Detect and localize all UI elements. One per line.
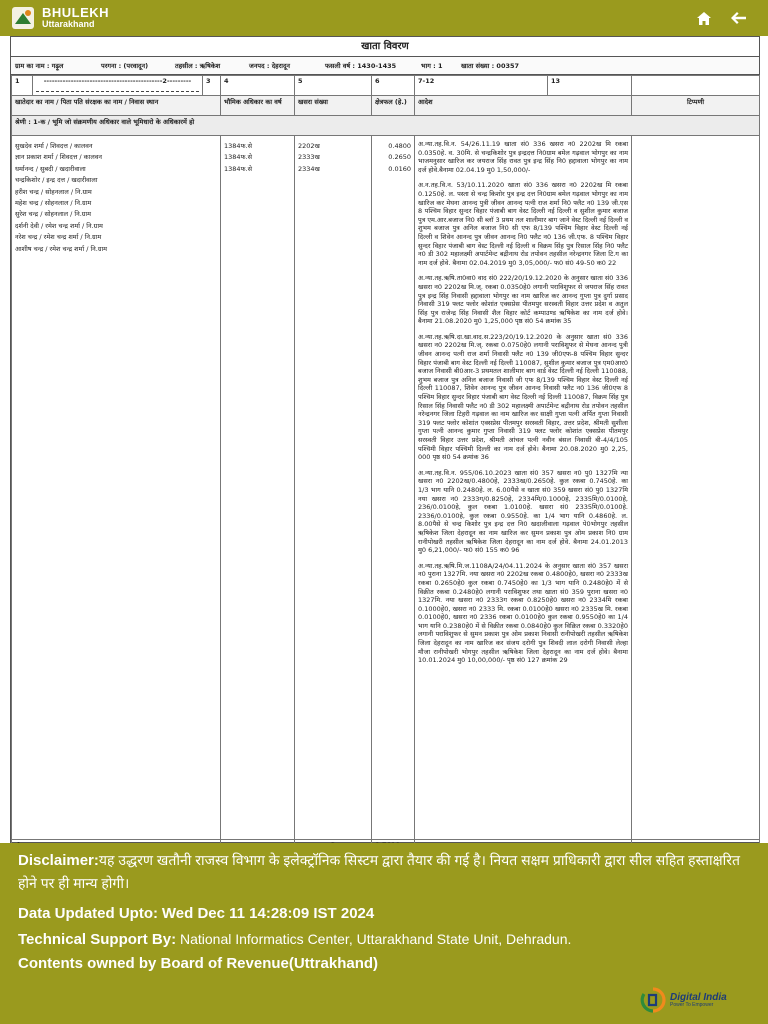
right-year: 1384फ.से	[224, 164, 253, 173]
category-row	[12, 116, 760, 136]
header-area: क्षेत्रफल (हे.)	[372, 96, 415, 116]
owner-list	[12, 136, 221, 840]
disclaimer-label: Disclaimer:	[18, 852, 99, 869]
area-value: 0.0160	[388, 164, 411, 173]
document-meta	[11, 57, 759, 75]
khasra-number: 2202ख	[298, 142, 320, 150]
khata-table	[11, 75, 760, 853]
column-number-row	[12, 76, 760, 96]
khasra-list	[295, 136, 372, 840]
col-num-5: 5	[295, 76, 372, 96]
meta-fasli: फसली वर्ष : 1430-1435	[325, 62, 397, 70]
owner-name: धर्मानन्द / सुबदी / खदारीवाला	[15, 164, 86, 173]
khasra-number: 2334ख	[298, 164, 320, 173]
support-label: Technical Support By:	[18, 931, 177, 948]
digital-india-logo	[640, 985, 750, 1015]
updated-label: Data Updated Upto:	[18, 905, 158, 922]
header-khasra: खसरा संख्या	[295, 96, 372, 116]
arrow-left-icon	[731, 12, 746, 24]
brand	[42, 6, 109, 29]
app-header	[0, 0, 768, 36]
owner-name: हरीश चन्द्र / सोहनलाल / नि.ग्राम	[15, 187, 92, 196]
meta-khata-no: खाता संख्या : 00357	[461, 62, 520, 70]
app-subtitle: Uttarakhand	[42, 19, 95, 30]
meta-pargana: परगना : (परवादून)	[101, 62, 149, 70]
remarks-cell	[632, 136, 760, 840]
col-num-1: 1	[12, 76, 33, 96]
header-owner: खातेदार का नाम / पिता पति संरक्षक का नाम / निवास स्थान	[12, 96, 221, 116]
col-num-6: 6	[372, 76, 415, 96]
owner-name: महेश चन्द्र / सोहनलाल / नि.ग्राम	[15, 199, 92, 208]
area-value: 0.2650	[388, 153, 411, 162]
header-order: आदेश	[415, 96, 632, 116]
order-entry: अ.न्या.तह.ऋषि.दा.खा.वाद.स.223/20/19.12.2020 के अनुसार खाता सं0 336 खसरा न0 2202ख मि.ज्. रकबा 0.0750हे0 लगानी पराविशुफर से मेघना आनन्द पुत्री जीवन आनन्द पत्नी राज शर्मा निवासी फ्लैट न0 139 जी0एफ-8 पश्चिम विहार सुन्दर विहार पंजाबी बाग वेस्ट दिल्ली नई दिल्ली 110087, सुशील कुमार बजाज पुत्र एम0आर0 बजाज निवासी बी0आर-3 प्रथमतल शालीमार बाग वार्ड वेस्ट दिल्ली नई दिल्ली 110088, शुभम बजाज पुत्र अनिल बजाज निवासी जी एफ 8/139 पश्चिम विहार वेस्ट दिल्ली नई दिल्ली 110087, शिवेन आनन्द पुत्र जीवन आनन्द निवासी फ्लैट न0 136 जी0एफ 8 पश्चिम विहार सुन्दर विहार पंजाबी बाग वेस्ट दिल्ली नई दिल्ली 110087, विक्रम सिंह पुत्र रिसाल सिंह निवासी फ्लैट न0 डी 302 महालक्ष्मी अपार्टमेन्ट बद्रीनाथ रोड तपोवन तहसील नरेन्द्रनगर जिला टिहरी गढ़वाल का नाम खारिज कर साक्षी गुप्ता पत्नी अर्पित गुप्ता निवासी 319 फ्लट फ्लोर कोशांत एक्सप्रेस पीतमपुर सरस्वती विहार, उत्तर प्रदेश, श्रीमती सुशीला गुप्ता पत्नी आनन्द कुमार गुप्ता निवासी 319 फ्लट फ्लोर कोशांत एक्सप्रेस पीतमपुर सरस्वती विहार उत्तर प्रदेश, श्रीमती आंचल पत्नी नवीन बंसल निवासी बी-4/4/105 पश्चिमी विहार पश्चिमी दिल्ली का नाम दर्ज होवे। बैनामा 20.08.2020 मु0 2,25, 000 पृष्ठ सं0 54 क्रमांक 36	[418, 332, 628, 462]
land-record-row	[12, 136, 760, 840]
updated-value: Wed Dec 11 14:28:09 IST 2024	[161, 905, 375, 922]
right-year: 1384फ.से	[224, 153, 253, 162]
owner-name: नरेश चन्द्र / रमेश चन्द्र शर्मा / नि.ग्राम	[15, 233, 102, 242]
data-updated	[18, 902, 750, 925]
order-entry: अ.न्या.तह.ऋषि.मि.ज.1108A/24/04.11.2024 के अनुसार खाता सं0 357 खसरा न0 पुराना 1327मि. नया खसरा न0 2202ख रकबा 0.4800हे0, खसरा न0 2333ख रकबा 0.2650हे0 कुल रकबा 0.7450हे0 का 1/3 भाग यानि 0.2480हे0 में से विक्रीत रकबा 0.2480हे0 लगानी पराविशुफर तथा खाता सं0 359 पुराना खसरा न0 1327मि. नया खसरा न0 2333ग रकबा 0.8250हे0 खसरा न0 2334मि रकबा 0.1000हे0, खसरा न0 2333 मि. रकबा 0.0100हे0 खसरा न0 2335ख मि. रकबा 0.0100हे0, खसरा न0 2336 रकबा 0.0100हे0 कुल रकबा 0.9550हे0 का 1/4 भाग यानि 0.2380हे0 में से विक्रीत रकबा 0.0840हे0 कुल विक्रित रकबा 0.3320हे0 लगानी पराविशुफर से सुमन प्रकाश पुत्र ओम प्रकाश निवासी रानीपोखरी तहसील ऋषिकेश जिला देहरादून का नाम खारिज कर संजय दरोगी पुत्र शिवदी लाल दरोगी निवासी लेल्हा मौजा रानीपोखरी भोगपुर तहसील ऋषिकेश जिला देहरादून का नाम दर्ज होवे। बैनामा 10.01.2024 मु0 10,00,000/- पृष्ठ सं0 127 क्रमांक 29	[418, 561, 628, 665]
order-entry: अ.न्या.तह.वि.न. 955/06.10.2023 खाता सं0 357 खसरा न0 पु0 1327मि न्या खसरा न0 2202ख/0.4800हे, 2333ख/0.2650हे. कुल रकबा 0.7450हे. का 1/3 भाग यानि 0.2480हे. ल. 6.00पैसे व खाता सं0 359 खसरा सं0 पु0 1327मि नया खसरा न0 2333ग/0.8250हे, 2334मि/0.1000हे, 2335मि/0.0100हे, 236/0.0100हे, कुल रकबा 1.0100हे. खसरा सं0 2335मि/0.0100हे. 2336/0.0100हे, कुल रकबा 0.9550हे. का 1/4 भाग यानि 0.4860हे. ल. 8.00पैसे से चन्द्र किशोर पुत्र इन्द्र दत्त नि0 खदालीवाला गढ़वाल पे0भोगपुर तहसील ऋषिकेश जिला देहरादून का नाम खारिज कर सुमन प्रकाश पुत्र ओम प्रकाश नि0 ग्राम रानीपोखरी तहसील ऋषिकेश जिला देहरादून का नाम दर्ज होवे. बैनामा 24.01.2013 मु0 6,21,000/- फ0 सं0 155 क0 96	[418, 468, 628, 555]
owner-name: सुरेश चन्द्र / सोहनलाल / नि.ग्राम	[15, 210, 91, 219]
meta-village: ग्राम का नाम : गढ़ूल	[15, 62, 64, 70]
order-entry: अ.न्या.तह.वि.न. 54/26.11.19 खाता सं0 336 खसरा न0 2202ख मि रकबा 0.0350हे. व. 30मि. से चन्द्रकिशोर पुत्र इन्द्रदत्त नि0ग्राम बमेल गढ़वाल भोगपुर का नाम भाजमनुसार खारिज कर जयराज सिंह रावत पुत्र इन्द्र सिंह नि0 हद्दावाला भोगपुर का नाम दर्ज होवे.बैनामा 02.04.19 मु0 1,50,000/-	[418, 140, 628, 174]
owner-name: चन्द्रकिशोर / इन्द्र दत्त / खदारीवाला	[15, 176, 98, 185]
column-header-row	[12, 96, 760, 116]
owner-name: सुखदेव शर्मा / शिवदत्त / कालवन	[15, 142, 93, 150]
support-value: National Informatics Center, Uttarakhand State Unit, Dehradun.	[179, 931, 572, 947]
owner-name: दर्शनी देवी / रमेश चन्द्र शर्मा / नि.ग्राम	[15, 221, 103, 230]
order-list	[415, 136, 632, 840]
col-num-2: --------------------------------------------2---------	[33, 76, 203, 96]
meta-tehsil: तहसील : ऋषिकेश	[175, 62, 221, 70]
contents-owner	[18, 952, 750, 975]
owner-name: ज्ञान प्रकाश शर्मा / शिवदत्त / कालवन	[15, 153, 102, 162]
home-icon	[697, 12, 711, 25]
meta-bhag: भाग : 1	[421, 62, 443, 70]
order-entry: अ.न.तह.वि.न. 53/10.11.2020 खाता सं0 336 खसरा न0 2202ख मि रकबा 0.1250हे. ल. पस्ता से चन्द्र किशोर पुत्र इन्द्र दत्त नि0ग्राम बमेल गढ़वाल भोगपुर का नाम खारिज कर मेघना आनन्द पुत्री जीवन आनन्द पत्नी राज शर्मा नि0 फ्लैट न0 139 जी.एस 8 पश्चिम विहार सुन्दर विहार पंजाबी बाग वेस्ट दिल्ली नई दिल्ली व सुशील कुमार बजाज पुत्र एम.आर.बजाज नि0 सी ब्लॉ 3 प्रथम तल शालीमार बाग जाने वेस्ट दिल्ली नई दिल्ली व शुभम बजाज पुत्र अनिल बजाज नि0 सी एफ 8/139 पश्चिम विहार वेस्ट दिल्ली नई दिल्ली व शिवेन आनन्द पुत्र जीवन आनन्द नि0 फ्लैट न0 136 जी.एफ. 8 पश्चिम विहार सुन्दर विहार पंजाबी बाग वेस्ट दिल्ली नई दिल्ली व विक्रम सिंह पुत्र रिसाल सिंह नि0 फ्लैट न0 डी 302 महालक्ष्मी अपार्टमेन्ट बद्रीनाथ रोड तपोवन तहसील नरेन्द्रनगर जिला टि.ग का नाम दर्ज होवे. बैनामा 02.04.2019 मु0 3,05,000/- फ0 सं0 49-50 क0 22	[418, 181, 628, 267]
header-remarks: टिप्पणी	[632, 96, 760, 116]
document-title: खाता विवरण	[11, 37, 759, 57]
col-num-8: 13	[548, 76, 632, 96]
disclaimer	[18, 847, 750, 894]
category-label: श्रेणी : 1-क / भूमि जो संक्रमणीय अधिकार वाले भूमिधारो के अधिकारमें हो	[12, 116, 760, 136]
owned-text: Contents owned by Board of Revenue(Uttrakhand)	[18, 955, 379, 972]
app-title: BHULEKH	[42, 5, 110, 21]
order-entry: अ.न्या.तह.ऋषि.ता0वा0 वाद सं0 222/20/19.12.2020 के अनुसार खाता सं0 336 खसरा न0 2202ख मि.ज्. रकबा 0.0350हे0 लगानी पराविशुफर से जयराज सिंह रावत पुत्र इन्द्र सिंह निवासी हद्दावाला भोगपुर का नाम खारिज कर आनन्द गुप्ता पुत्र दुर्गा प्रसाद निवासी 319 फ्लट फ्लोर कोशांत एक्सप्रेस पीतमपुर सरस्वती विहार उत्तर प्रदेश व अतुल सिंह पुत्र राजेन्द्र सिंह निवासी शैल विहार कोर्ट कम्पाउण्ड ऋषिकेश का नाम दर्ज होवे। बैनामा 21.08.2020 मु0 1,25,000 पृष्ठ सं0 54 क्रमांक 35	[418, 274, 628, 326]
back-button[interactable]	[728, 9, 748, 27]
digital-india-icon	[640, 987, 666, 1013]
di-title: Digital India	[670, 991, 727, 1003]
col-num-7: 7-12	[415, 76, 548, 96]
khata-document	[10, 36, 760, 843]
khasra-number: 2333ख	[298, 153, 320, 162]
di-tagline: Power To Empower	[670, 1001, 714, 1008]
owner-name: आशीष चन्द्र / रमेश चन्द्र शर्मा / नि.ग्राम	[15, 244, 108, 253]
uttarakhand-emblem-icon	[12, 7, 34, 29]
technical-support	[18, 928, 750, 951]
disclaimer-text: यह उद्धरण खतौनी राजस्व विभाग के इलेक्ट्रॉनिक सिस्टम द्वारा तैयार की गई है। नियत सक्षम प्राधिकारी द्वारा सील सहित हस्ताक्षरित होने पर ही मान्य होगी।	[18, 852, 741, 891]
col-num-4: 4	[221, 76, 295, 96]
header-right-year: भौमिक अधिकार का वर्ष	[221, 96, 295, 116]
meta-district: जनपद : देहरादून	[249, 62, 291, 70]
home-button[interactable]	[694, 9, 714, 27]
area-value: 0.4800	[388, 142, 411, 150]
col-num-3: 3	[203, 76, 221, 96]
area-list	[372, 136, 415, 840]
right-year-list	[221, 136, 295, 840]
right-year: 1384फ.से	[224, 142, 253, 150]
